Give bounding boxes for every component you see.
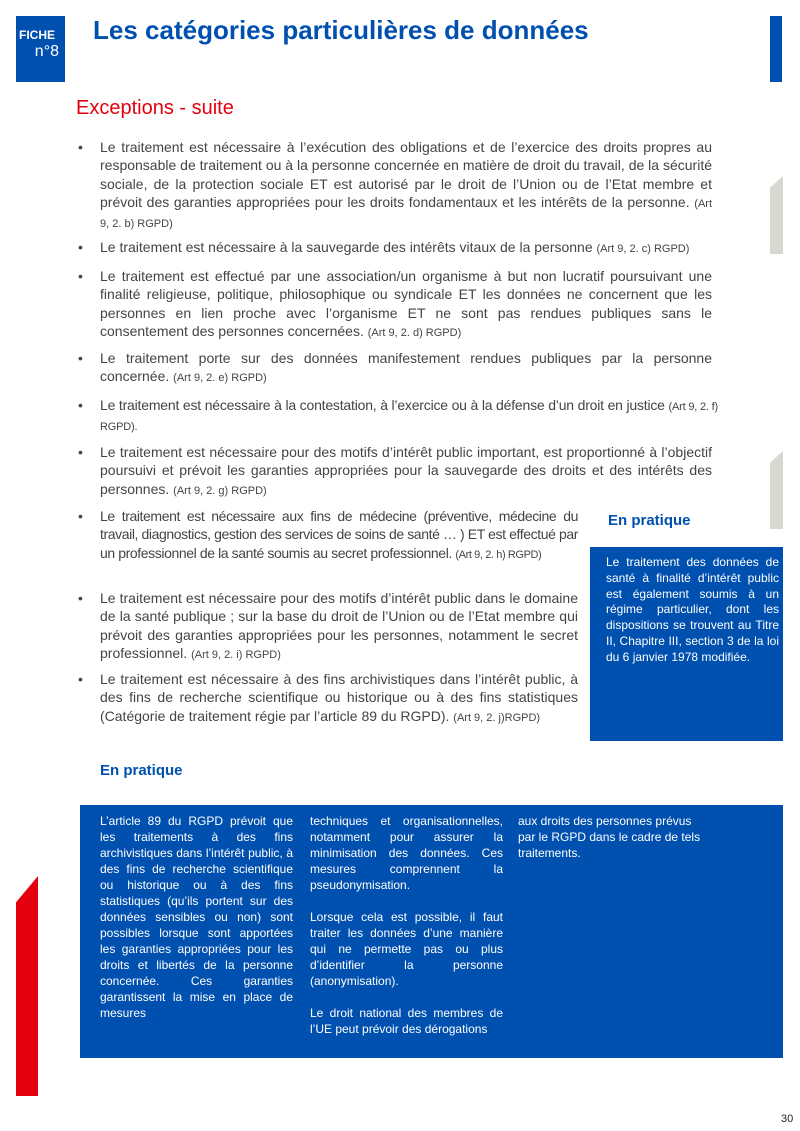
bullet: • [78, 671, 83, 687]
column-3 [518, 813, 711, 877]
item-text: Le traitement est nécessaire pour des motifs d’intérêt public important, est proportionné à l’objectif poursuivi et prévoit les garanties appropriées pour la sauvegarde des droits et des intérêts des personnes. [100, 444, 712, 497]
bullet: • [78, 350, 83, 366]
item-ref: (Art 9, 2. j)RGPD) [453, 711, 541, 724]
item-ref: (Art 9, 2. f) RGPD). [100, 401, 718, 434]
item-ref: (Art 9, 2. i) RGPD) [191, 648, 281, 661]
col2-paragraph: techniques et organisationnelles, notamment pour assurer la minimisation des données. Ces mesures comprennent la pseudonymisation. [310, 814, 503, 892]
fiche-number: n°8 [34, 43, 59, 60]
item-text: Le traitement est nécessaire à des fins archivistiques dans l’intérêt public, à des fins de recherche scientifique ou historique ou à des fins statistiques (Catégorie de traitement régie par l’article 89 du RGPD). [100, 671, 578, 724]
col1-text: L’article 89 du RGPD prévoit que les traitements à des fins archivistiques dans l’intérêt public, à des fins de recherche scientifique ou historique ou à des fins statistiques (qu’ils portent sur des données sensibles ou non) sont possibles lorsque sont apportées les garanties appropriées pour les droits et libertés de la personne concernée. Ces garanties garantissent la mise en place de mesures [100, 814, 293, 1020]
fiche-label: FICHE [19, 28, 55, 42]
item-ref: (Art 9, 2. b) RGPD) [100, 197, 713, 231]
bottom-info-box [80, 805, 783, 1058]
decorative-gray-tab [770, 176, 783, 254]
bullet: • [78, 508, 83, 524]
bullet: • [78, 139, 83, 155]
item-text: Le traitement est effectué par une association/un organisme à but non lucratif poursuivant une finalité religieuse, politique, philosophique ou syndicale ET les données ne concernent que les personnes en lien proche avec l’organisme ET ne sont pas rendues publiques sans le consentement des personnes concernées. [100, 268, 712, 339]
col3-text: aux droits des personnes prévus par le RGPD dans le cadre de tels traitements. [518, 814, 701, 860]
item-text: Le traitement est nécessaire aux fins de médecine (préventive, médecine du travail, diagnostics, gestion des services de soins de santé … ) ET est effectué par un professionnel de la santé soumis au secret professionnel. [100, 508, 578, 561]
bullet: • [78, 590, 83, 606]
fiche-badge [16, 16, 65, 82]
section-subtitle: Exceptions - suite [76, 97, 234, 119]
item-text: Le traitement est nécessaire à la contestation, à l’exercice ou à la défense d’un droit en justice [100, 397, 665, 413]
side-box-heading: En pratique [608, 512, 691, 529]
col2-paragraph: Le droit national des membres de l’UE peut prévoir des dérogations [310, 1006, 503, 1036]
item-ref: (Art 9, 2. d) RGPD) [367, 326, 462, 339]
bullet: • [78, 444, 83, 460]
bullet: • [78, 268, 83, 284]
item-ref: (Art 9, 2. h) RGPD) [455, 548, 542, 561]
col2-paragraph: Lorsque cela est possible, il faut traiter les données d’une manière qui ne permette pas ou plus d’identifier la personne (anonymisation). [310, 910, 503, 988]
page-number: 30 [781, 1113, 794, 1125]
bullet: • [78, 397, 83, 413]
item-text: Le traitement porte sur des données manifestement rendues publiques par la personne concernée. [100, 350, 712, 385]
list-item [78, 443, 712, 500]
column-2 [310, 813, 503, 1053]
bullet: • [78, 239, 83, 255]
list-item [78, 349, 712, 388]
decorative-red-tab [16, 876, 38, 1096]
column-1 [100, 813, 293, 1037]
list-item [78, 396, 718, 437]
item-text: Le traitement est nécessaire à la sauvegarde des intérêts vitaux de la personne [100, 239, 593, 255]
list-item [78, 267, 712, 342]
list-item [78, 138, 712, 233]
item-text: Le traitement est nécessaire à l’exécution des obligations et de l’exercice des droits propres au responsable de traitement ou à la personne concernée en matière de droit du travail, de la sécurité sociale, de la protection sociale ET est autorisé par le droit de l’Union ou de l’Etat membre et prévoit des garanties appropriées pour les droits fondamentaux et les intérêts de la personne. [100, 139, 712, 210]
list-item [78, 507, 578, 564]
list-item [78, 238, 778, 258]
item-text: Le traitement est nécessaire pour des motifs d’intérêt public dans le domaine de la santé publique ; sur la base du droit de l’Union ou de l’Etat membre qui prévoit des garanties appropriées pour les personnes, notamment le secret professionnel. [100, 590, 578, 661]
item-ref: (Art 9, 2. e) RGPD) [173, 372, 267, 385]
page-title: Les catégories particulières de données [93, 15, 589, 45]
bottom-box-heading: En pratique [100, 762, 183, 779]
header-accent-bar [770, 16, 782, 82]
list-item [78, 670, 578, 727]
decorative-gray-tab [770, 451, 783, 529]
side-box-text: Le traitement des données de santé à finalité d’intérêt public est également soumis à un régime particulier, dont les dispositions se trouvent au Titre II, Chapitre III, section 3 de la loi du 6 janvier 1978 modifiée. [606, 555, 779, 664]
side-info-box [590, 547, 783, 741]
item-ref: (Art 9, 2. g) RGPD) [173, 484, 267, 497]
item-ref: (Art 9, 2. c) RGPD) [596, 243, 690, 255]
list-item [78, 589, 578, 664]
